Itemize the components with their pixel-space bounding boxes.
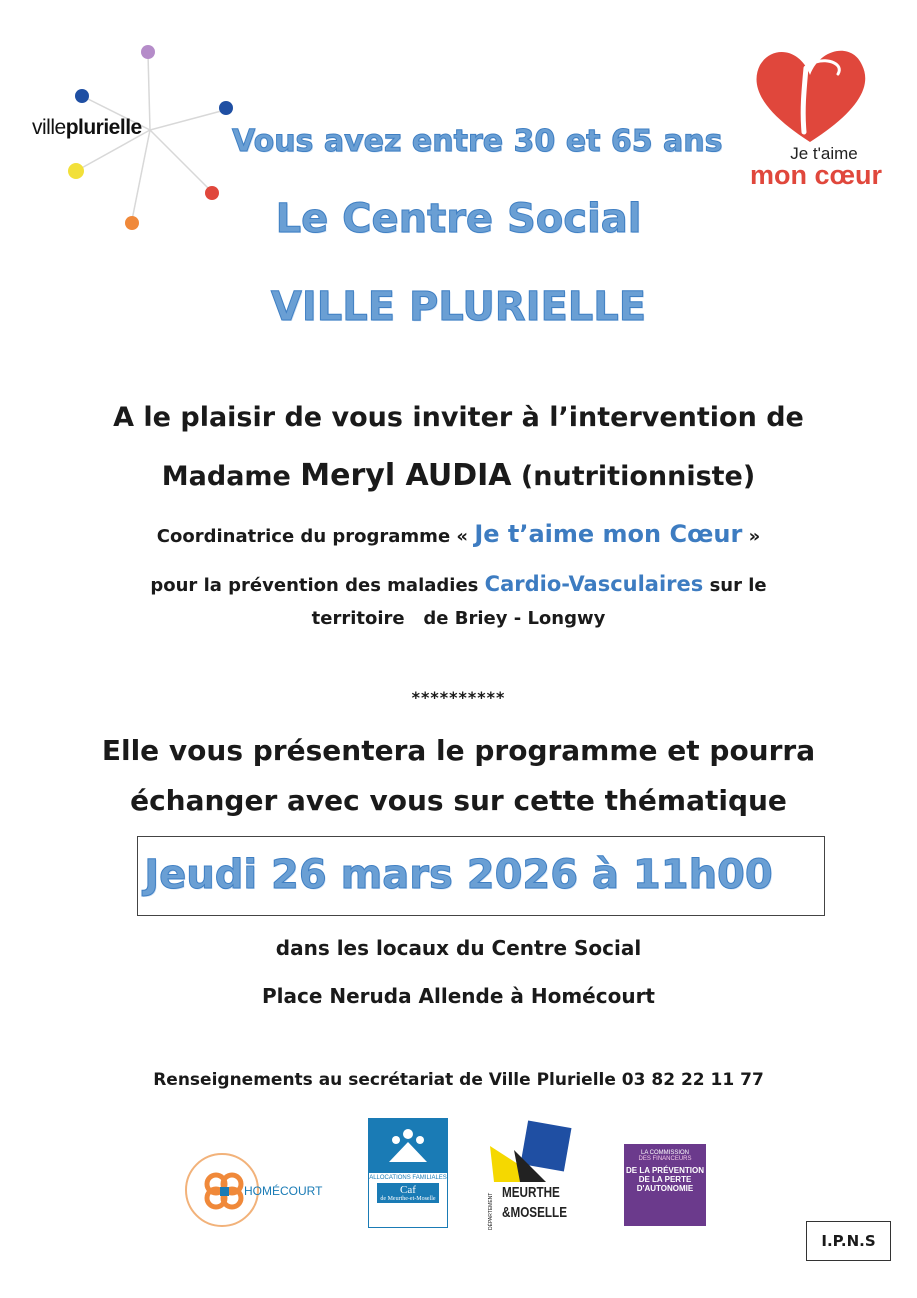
dept-name-line2: &MOSELLE bbox=[502, 1204, 568, 1221]
speaker-name: Meryl AUDIA bbox=[300, 458, 512, 493]
heart-logo-line2: mon cœur bbox=[750, 160, 882, 190]
heart-icon bbox=[720, 40, 900, 150]
dept-side-label: DÉPARTEMENT bbox=[488, 1192, 494, 1230]
prevention-suffix: sur le bbox=[709, 575, 767, 596]
program-name: Je t’aime mon Cœur bbox=[474, 520, 743, 548]
caf-emblem bbox=[369, 1119, 447, 1173]
caf-name-block bbox=[377, 1183, 439, 1203]
program-suffix: » bbox=[748, 526, 761, 547]
family-icon bbox=[385, 1126, 431, 1166]
invite-madame: Madame bbox=[161, 461, 291, 492]
speaker-role: (nutritionniste) bbox=[520, 461, 756, 492]
cfppa-line-3: DE LA PRÉVENTION bbox=[626, 1166, 704, 1175]
caf-top-label: ALLOCATIONS FAMILIALES bbox=[369, 1175, 447, 1181]
presentation-line-1: Elle vous présentera le programme et pourra bbox=[101, 734, 816, 767]
age-range-line: Vous avez entre 30 et 65 ans bbox=[232, 124, 723, 159]
cfppa-line-4: DE LA PERTE bbox=[638, 1175, 692, 1184]
commission-financeurs-logo bbox=[624, 1144, 706, 1226]
presentation-line-2: échanger avec vous sur cette thématique bbox=[130, 784, 787, 817]
caf-sub: de Meurthe-et-Moselle bbox=[380, 1196, 436, 1202]
ville-plurielle-wordmark: villeplurielle bbox=[32, 116, 142, 139]
invite-line-1: A le plaisir de vous inviter à l’intervention de bbox=[113, 402, 804, 433]
homecourt-label: HOMÉCOURT bbox=[244, 1184, 323, 1198]
cardio-highlight: Cardio-Vasculaires bbox=[484, 572, 704, 596]
cfppa-line-1: LA COMMISSION bbox=[640, 1150, 689, 1156]
invite-line-3 bbox=[0, 520, 917, 548]
location-line-2: Place Neruda Allende à Homécourt bbox=[261, 984, 655, 1008]
invite-line-4 bbox=[0, 572, 917, 596]
prevention-prefix: pour la prévention des maladies bbox=[150, 575, 479, 596]
cfppa-line-5: D'AUTONOMIE bbox=[636, 1184, 694, 1193]
meurthe-moselle-logo bbox=[486, 1120, 576, 1232]
title-centre-social: Le Centre Social bbox=[275, 196, 642, 242]
title-ville-plurielle: VILLE PLURIELLE bbox=[270, 284, 647, 330]
cfppa-line-2: DES FINANCEURS bbox=[638, 1156, 692, 1162]
location-line-1: dans les locaux du Centre Social bbox=[275, 936, 642, 960]
dept-name-line1: MEURTHE bbox=[502, 1184, 560, 1201]
event-date-time: Jeudi 26 mars 2026 à 11h00 bbox=[144, 852, 773, 898]
contact-info: Renseignements au secrétariat de Ville Plurielle 03 82 22 11 77 bbox=[153, 1070, 764, 1090]
invite-line-2 bbox=[0, 458, 917, 493]
caf-logo bbox=[368, 1118, 448, 1228]
separator: ********** bbox=[411, 688, 506, 707]
caf-name: Caf bbox=[400, 1184, 416, 1196]
program-prefix: Coordinatrice du programme « bbox=[156, 526, 469, 547]
heart-logo-line1: Je t'aime bbox=[790, 144, 858, 163]
homecourt-logo bbox=[182, 1150, 332, 1230]
je-taime-mon-coeur-logo bbox=[720, 40, 900, 200]
ipns-box: I.P.N.S bbox=[806, 1221, 891, 1261]
invite-line-5: territoire de Briey - Longwy bbox=[311, 608, 606, 629]
